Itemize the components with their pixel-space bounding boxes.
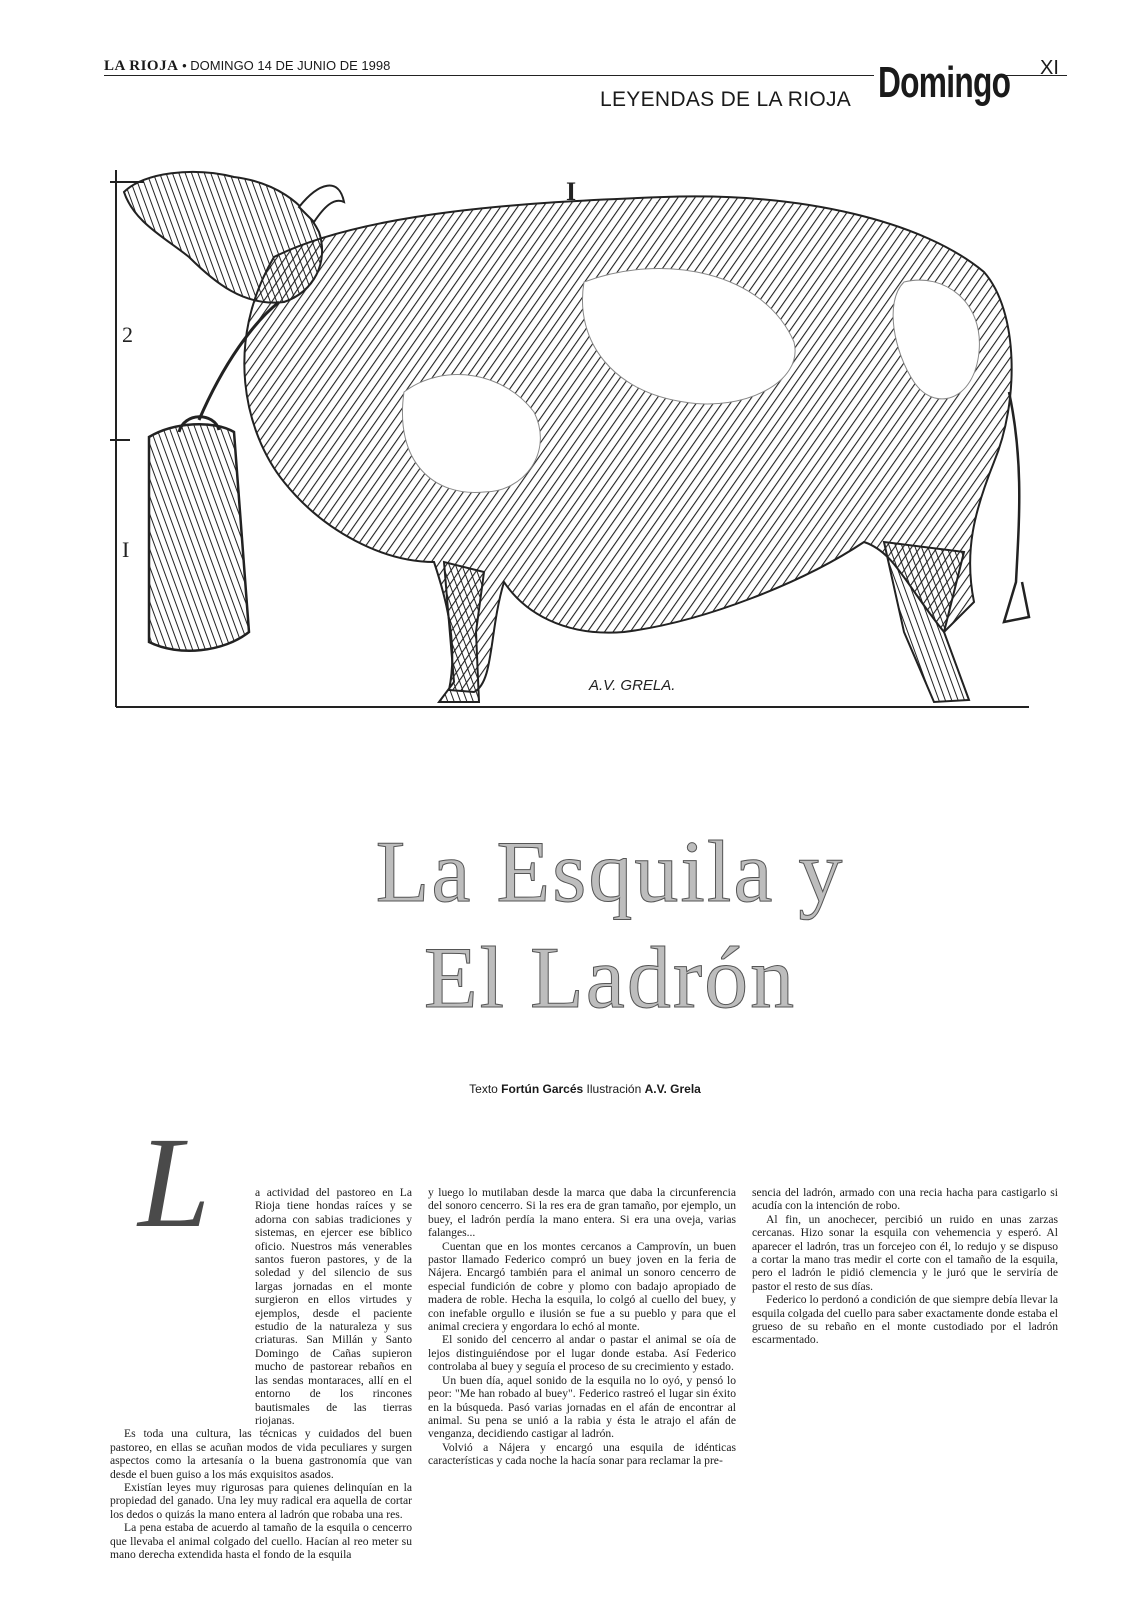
cowbell — [149, 424, 249, 651]
paragraph: Federico lo perdonó a condición de que siempre debía llevar la esquila colgada del cuello para saber exactamente donde estaba el grueso de su rebaño en el monte custodiado por el ladrón escarmentado. — [752, 1293, 1058, 1347]
artist-signature: A.V. GRELA. — [589, 677, 676, 694]
masthead-rule — [104, 75, 874, 76]
paragraph: La pena estaba de acuerdo al tamaño de la esquila o cencerro que llevaba el animal colgado del cuello. Hacían al reo meter su mano derecha extendida hasta el fondo de la esquila — [110, 1521, 412, 1561]
scale-mark-mid: 2 — [122, 322, 133, 347]
paragraph: a actividad del pastoreo en La Rioja tiene hondas raíces y se adorna con sabias tradiciones y sistemas, en ejercer ese bíblico oficio. Nuestros más venerables santos fueron pastores, y de la soledad y del silencio de sus largas jornadas en el monte surgieron en ellos virtudes y ejemplos, desde el paciente estudio de la naturaleza y sus criaturas. San Millán y Santo Domingo de Cañas supieron mucho de pastorear rebaños en las sendas montaraces, allí en el entorno de los rincones bautismales de las tierras riojanas. — [255, 1186, 412, 1427]
paragraph: sencia del ladrón, armado con una recia hacha para castigarlo si acudía con la intención de robo. — [752, 1186, 1058, 1213]
paragraph: Al fin, un anochecer, percibió un ruido en unas zarzas cercanas. Hizo sonar la esquila con vehemencia y esperó. Al aparecer el ladrón, tras un forcejeo con él, lo redujo y se dispuso a cortar la mano tras medir el corte con el tamaño de la esquila, pero el ladrón le pidió clemencia y le juró que le serviría de pastor el resto de sus días. — [752, 1212, 1058, 1293]
author-name: Fortún Garcés — [501, 1082, 584, 1096]
masthead — [104, 58, 390, 75]
scale-mark-top: I — [566, 177, 577, 206]
ox-hind-leg — [884, 542, 969, 702]
article-column-3 — [752, 1186, 1058, 1347]
article-title-line-1: La Esquila y — [375, 824, 845, 921]
paragraph: Es toda una cultura, las técnicas y cuidados del buen pastoreo, en ellas se acuñan modos de vida peculiares y surgen aspectos como la artesanía o la buena gastronomía que van desde el buen guiso a los más exquisitos asados. — [110, 1427, 412, 1481]
ox-illustration — [104, 162, 1064, 742]
ox-tail — [1004, 392, 1029, 622]
paragraph: Existían leyes muy rigurosas para quienes delinquían en la propiedad del ganado. Una ley muy radical era aquella de cortar los dedos o quizás la mano entera al ladrón que robaba una res. — [110, 1480, 412, 1521]
illustrator-name: A.V. Grela — [644, 1082, 701, 1096]
paragraph: y luego lo mutilaban desde la marca que daba la circunferencia del sonoro cencerro. Si la res era de gran tamaño, por ejemplo, un buey, el ladrón perdía la mano entera. Si era una oveja, varias falanges... — [428, 1186, 736, 1240]
supplement-logo: Domingo — [878, 58, 1011, 107]
ox-head — [124, 172, 322, 303]
article-title-line-2: El Ladrón — [423, 930, 797, 1027]
article-column-2 — [428, 1186, 736, 1468]
newspaper-brand: LA RIOJA — [104, 58, 179, 74]
paragraph: El sonido del cencerro al andar o pastar el animal se oía de lejos distinguiéndose por el lugar donde estaba. Así Federico controlaba al buey y seguía el proceso de su crecimiento y estado. — [428, 1333, 736, 1374]
scale-mark-low: I — [122, 537, 130, 562]
byline — [300, 1082, 870, 1096]
paragraph: Un buen día, aquel sonido de la esquila no lo oyó, y pensó lo peor: "Me han robado al buey". Federico rastreó el lugar sin éxito en la búsqueda. Pasó varias jornadas en el afán de encontrar al animal. Su pena se unió a la rabia y ésta le atrajo el afán de venganza, decidiendo castigar al ladrón. — [428, 1373, 736, 1441]
drop-cap: L — [138, 1111, 211, 1255]
issue-date: DOMINGO 14 DE JUNIO DE 1998 — [190, 58, 391, 73]
section-title: LEYENDAS DE LA RIOJA — [600, 88, 852, 111]
illustration-label: Ilustración — [586, 1082, 642, 1096]
paragraph: Cuentan que en los montes cercanos a Camprovín, un buen pastor llamado Federico compró un buey joven en la feria de Nájera. Encargó también para el animal un sonoro cencerro de especial fundición de cobre y plomo con badajo apropiado de madera de roble. Hecha la esquila, lo colgó al cuello del buey, y con inefable orgullo e ilusión se fue a su pueblo y para que el animal creciera y engordara lo echó al monte. — [428, 1239, 736, 1334]
paragraph: Volvió a Nájera y encargó una esquila de idénticas características y cada noche la hacía sonar para reclamar la pre- — [428, 1440, 736, 1468]
text-label: Texto — [469, 1082, 498, 1096]
page-number: XI — [1040, 57, 1059, 79]
article-column-1 — [110, 1186, 412, 1561]
bullet-separator: • — [182, 58, 191, 73]
